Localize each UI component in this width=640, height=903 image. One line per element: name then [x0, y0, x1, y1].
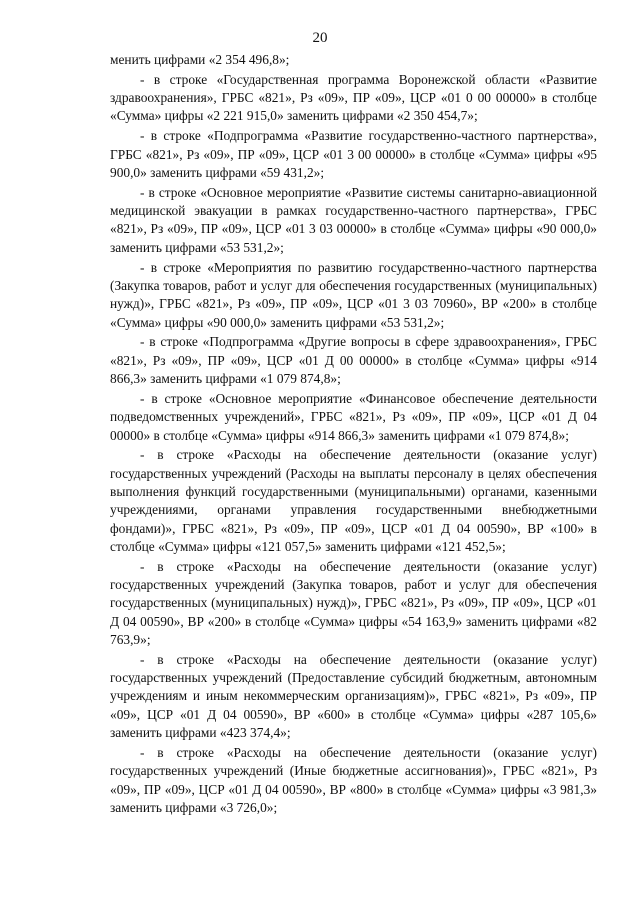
paragraph-state-program: - в строке «Государственная программа Воронежской области «Развитие здравоохранения», ГРБС «821», Рз «09», ПР «09», ЦСР «01 0 00 00000» в столбце «Сумма» цифры «2 221 915,0» заменить цифрами «2 350 454,7»;: [110, 71, 597, 124]
document-body: [110, 51, 597, 819]
paragraph-expenses-vr-600: - в строке «Расходы на обеспечение деятельности (оказание услуг) государственных учреждений (Предоставление субсидий бюджетным, автономным учреждениям и иным некоммерческим организациям)», ГРБС «821», Рз «09», ПР «09», ЦСР «01 Д 04 00590», ВР «600» в столбце «Сумма» цифры «287 105,6» заменить цифрами «423 374,4»;: [110, 651, 597, 741]
paragraph-expenses-vr-200: - в строке «Расходы на обеспечение деятельности (оказание услуг) государственных учреждений (Закупка товаров, работ и услуг для обеспечения государственных (муниципальных) нужд)», ГРБС «821», Рз «09», ПР «09», ЦСР «01 Д 04 00590», ВР «200» в столбце «Сумма» цифры «54 163,9» заменить цифрами «82 763,9»;: [110, 558, 597, 647]
paragraph-subprogram-ppp: - в строке «Подпрограмма «Развитие государственно-частного партнерства», ГРБС «821», Рз «09», ПР «09», ЦСР «01 3 00 00000» в столбце «Сумма» цифры «95 900,0» заменить цифрами «59 431,2»;: [110, 128, 597, 180]
paragraph-subprogram-other-health: - в строке «Подпрограмма «Другие вопросы в сфере здравоохранения», ГРБС «821», Рз «09», ПР «09», ЦСР «01 Д 00 00000» в столбце «Сумма» цифры «914 866,3» заменить цифрами «1 079 874,8»;: [110, 334, 597, 387]
paragraph-continuation: менить цифрами «2 354 496,8»;: [110, 52, 290, 67]
paragraph-ppp-measures: - в строке «Мероприятия по развитию государственно-частного партнерства (Закупка товаров, работ и услуг для обеспечения государственных (муниципальных) нужд)», ГРБС «821», Рз «09», ПР «09», ЦСР «01 3 03 70960», ВР «200» в столбце «Сумма» цифры «90 000,0» заменить цифрами «53 531,2»;: [110, 259, 597, 330]
paragraph-expenses-vr-100: - в строке «Расходы на обеспечение деятельности (оказание услуг) государственных учреждений (Расходы на выплаты персоналу в целях обеспечения выполнения функций государственными (муниципальными) органами, казенными учреждениями, органами управления государственными внебюджетными фондами)», ГРБС «821», Рз «09», ПР «09», ЦСР «01 Д 04 00590», ВР «100» в столбце «Сумма» цифры «121 057,5» заменить цифрами «121 452,5»;: [110, 447, 597, 554]
paragraph-expenses-vr-800: - в строке «Расходы на обеспечение деятельности (оказание услуг) государственных учреждений (Иные бюджетные ассигнования)», ГРБС «821», Рз «09», ПР «09», ЦСР «01 Д 04 00590», ВР «800» в столбце «Сумма» цифры «3 981,3» заменить цифрами «3 726,0»;: [110, 744, 597, 815]
paragraph-main-measure-air-evacuation: - в строке «Основное мероприятие «Развитие системы санитарно-авиационной медицинской эвакуации в рамках государственно-частного партнерства», ГРБС «821», Рз «09», ПР «09», ЦСР «01 3 03 00000» в столбце «Сумма» цифры «90 000,0» заменить цифрами «53 531,2»;: [110, 184, 597, 255]
paragraph-main-measure-financing: - в строке «Основное мероприятие «Финансовое обеспечение деятельности подведомственных учреждений», ГРБС «821», Рз «09», ПР «09», ЦСР «01 Д 04 00000» в столбце «Сумма» цифры «914 866,3» заменить цифрами «1 079 874,8»;: [110, 390, 597, 443]
page-number: 20: [312, 30, 328, 46]
